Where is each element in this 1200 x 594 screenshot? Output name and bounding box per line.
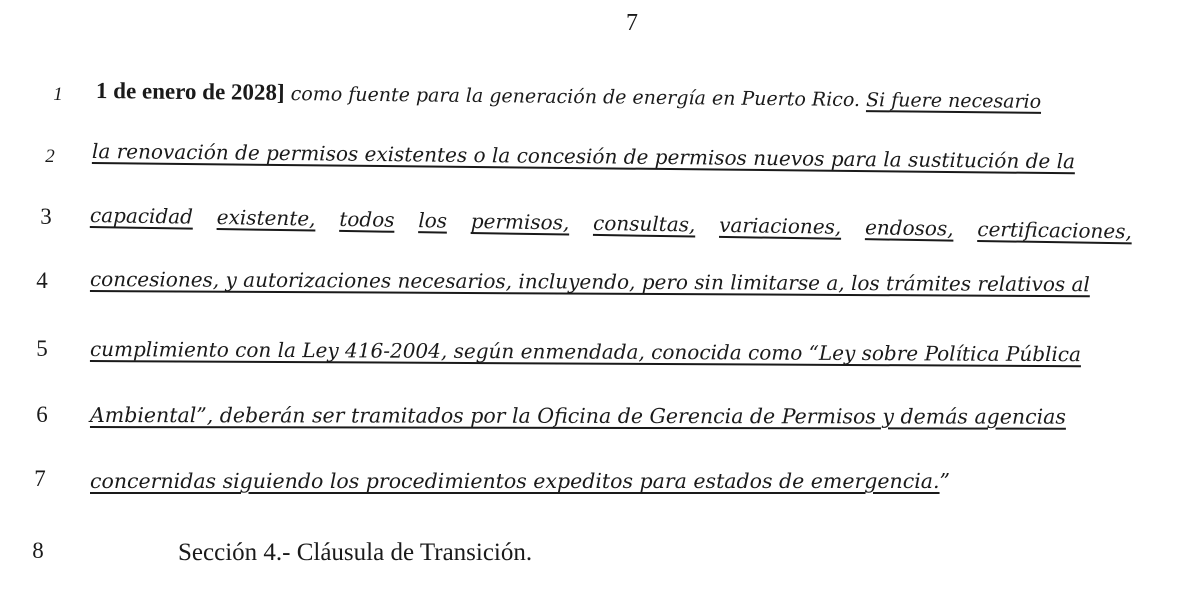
line-word: certificaciones, <box>977 216 1133 244</box>
line-word: consultas, <box>592 210 696 237</box>
line-number: 7 <box>34 466 46 491</box>
effective-date: 1 de enero de 2028] <box>95 78 285 105</box>
section-heading: Sección 4.- Cláusula de Transición. <box>178 539 533 566</box>
line-text: concesiones, y autorizaciones necesarios, incluyendo, pero sin limitarse a, los trámites relativos al <box>89 267 1090 297</box>
line-number: 5 <box>36 336 48 361</box>
document-line-7 <box>0 462 1200 502</box>
document-line-2 <box>0 136 1200 176</box>
line-text: la renovación de permisos existentes o la concesión de permisos nuevos para la sustitución de la <box>91 139 1076 174</box>
line-word: todos <box>339 206 395 232</box>
line-word: permisos, <box>470 208 570 235</box>
line-text: cumplimiento con la Ley 416-2004, según enmendada, conocida como “Ley sobre Política Pública <box>89 337 1082 367</box>
document-line-3 <box>0 200 1200 244</box>
line-word: capacidad <box>89 203 194 229</box>
line-text-plain: como fuente para la generación de energía en Puerto Rico. <box>284 82 867 112</box>
line-number: 4 <box>36 268 48 293</box>
line-text <box>90 466 950 496</box>
line-word: existente, <box>216 204 316 231</box>
document-line-5 <box>0 330 1200 370</box>
document-line-8 <box>0 538 1200 578</box>
line-number: 8 <box>32 538 44 563</box>
line-text <box>90 200 1132 246</box>
line-text-underlined: Si fuere necesario <box>865 89 1042 113</box>
page-number: 7 <box>626 10 638 36</box>
line-word: endosos, <box>864 215 954 241</box>
line-number: 1 <box>53 84 63 105</box>
line-text <box>96 76 1041 117</box>
document-line-1 <box>0 80 1200 120</box>
line-number: 3 <box>40 204 52 229</box>
line-number: 6 <box>36 402 48 427</box>
line-word: variaciones, <box>718 212 842 239</box>
line-text: Ambiental”, deberán ser tramitados por la Oficina de Gerencia de Permisos y demás agencias <box>89 403 1066 429</box>
closing-quote: ” <box>939 469 951 493</box>
document-line-6 <box>0 394 1200 434</box>
document-line-4 <box>0 264 1200 304</box>
line-number: 2 <box>45 146 55 167</box>
line-word: los <box>418 208 448 233</box>
line-text-underlined: concernidas siguiendo los procedimientos expeditos para estados de emergencia. <box>90 469 940 493</box>
